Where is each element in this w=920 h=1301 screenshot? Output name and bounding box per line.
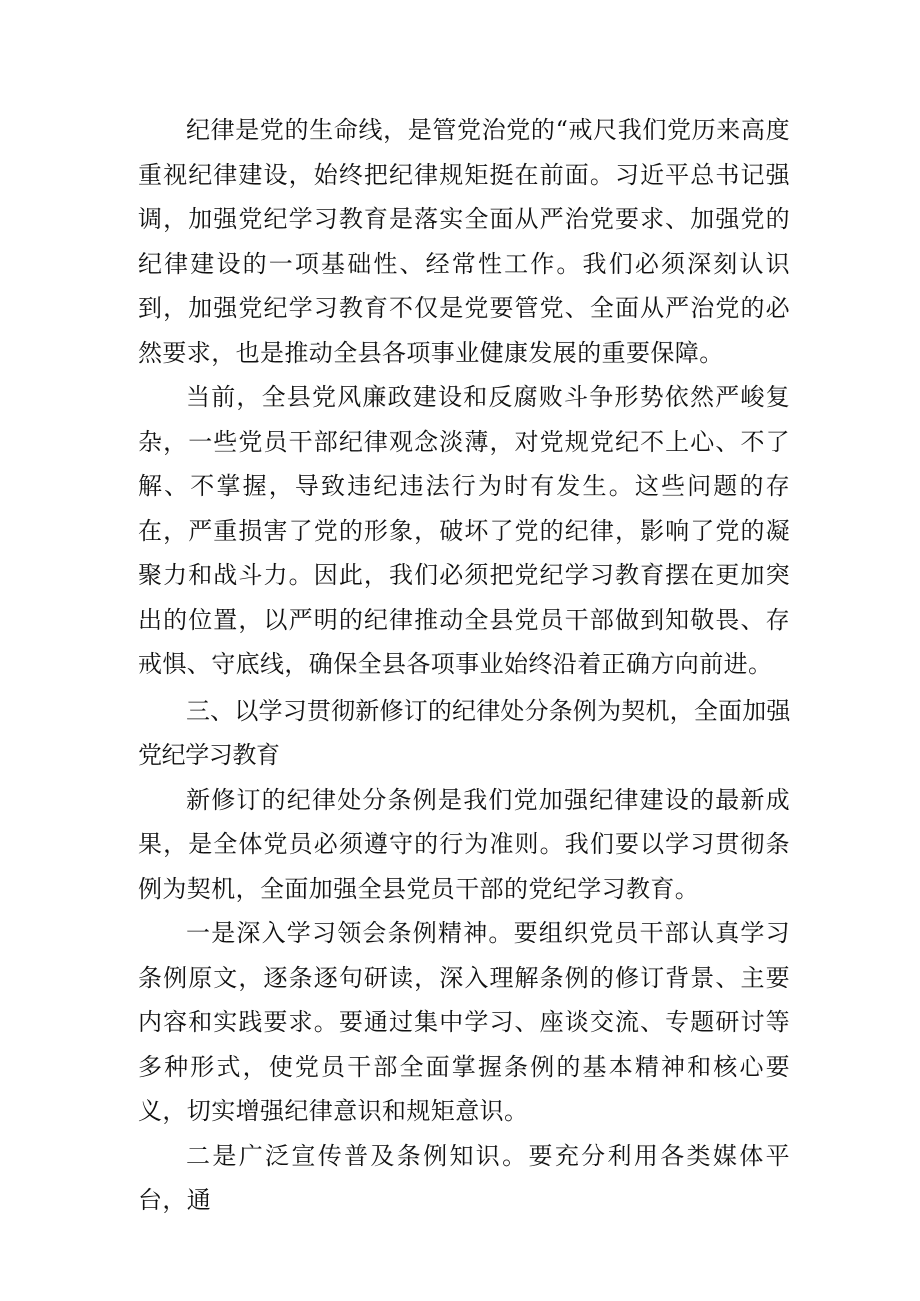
body-paragraph: 纪律是党的生命线，是管党治党的“戒尺我们党历来高度重视纪律建设，始终把纪律规矩挺在前面。习近平总书记强调，加强党纪学习教育是落实全面从严治党要求、加强党的纪律建设的一项基础性、经常性工作。我们必须深刻认识到，加强党纪学习教育不仅是党要管党、全面从严治党的必然要求，也是推动全县各项事业健康发展的重要保障。 [138, 116, 790, 367]
body-paragraph: 一是深入学习领会条例精神。要组织党员干部认真学习条例原文，逐条逐句研读，深入理解条例的修订背景、主要内容和实践要求。要通过集中学习、座谈交流、专题研讨等多种形式，使党员干部全面掌握条例的基本精神和核心要义，切实增强纪律意识和规矩意识。 [138, 919, 790, 1125]
section-heading: 三、以学习贯彻新修订的纪律处分条例为契机，全面加强党纪学习教育 [138, 696, 790, 769]
body-paragraph: 新修订的纪律处分条例是我们党加强纪律建设的最新成果，是全体党员必须遵守的行为准则。我们要以学习贯彻条例为契机，全面加强全县党员干部的党纪学习教育。 [138, 785, 790, 903]
body-paragraph: 二是广泛宣传普及条例知识。要充分利用各类媒体平台，通 [138, 1141, 790, 1214]
document-body [138, 108, 790, 1223]
body-paragraph: 当前，全县党风廉政建设和反腐败斗争形势依然严峻复杂，一些党员干部纪律观念淡薄，对党规党纪不上心、不了解、不掌握，导致违纪违法行为时有发生。这些问题的存在，严重损害了党的形象，破坏了党的纪律，影响了党的凝聚力和战斗力。因此，我们必须把党纪学习教育摆在更加突出的位置，以严明的纪律推动全县党员干部做到知敬畏、存戒惧、守底线，确保全县各项事业始终沿着正确方向前进。 [138, 383, 790, 678]
